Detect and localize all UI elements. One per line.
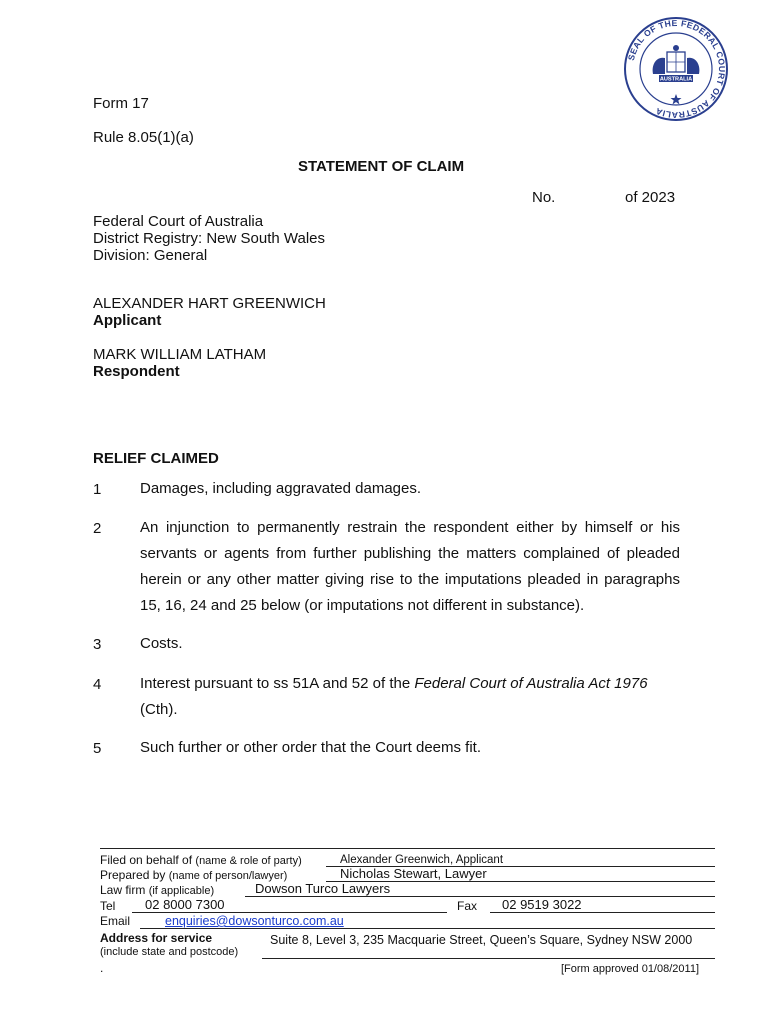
- filed-on-behalf-label: [100, 853, 302, 868]
- tel-label: Tel: [100, 899, 116, 913]
- field-underline: [490, 912, 715, 913]
- footer-dot: .: [100, 961, 104, 975]
- footer-top-rule: [100, 848, 715, 849]
- rule-reference: Rule 8.05(1)(a): [93, 129, 194, 146]
- division: Division: General: [93, 247, 208, 264]
- address-value: Suite 8, Level 3, 235 Macquarie Street, Queen’s Square, Sydney NSW 2000: [270, 933, 693, 947]
- field-underline: [262, 958, 715, 959]
- field-underline: [132, 912, 447, 913]
- field-underline: [245, 896, 715, 897]
- applicant-name: ALEXANDER HART GREENWICH: [93, 295, 326, 312]
- relief-item-number: 1: [93, 481, 102, 498]
- respondent-name: MARK WILLIAM LATHAM: [93, 346, 267, 363]
- case-year: of 2023: [625, 189, 676, 206]
- case-number-label: No.: [532, 189, 556, 206]
- firm-label-text: Law firm: [100, 883, 146, 897]
- email-label: Email: [100, 914, 131, 928]
- relief-item-number: 2: [93, 520, 102, 537]
- relief-item-line: Damages, including aggravated damages.: [140, 480, 422, 497]
- relief-item-line: (Cth).: [140, 701, 178, 718]
- filed-hint: (name & role of party): [195, 855, 302, 867]
- relief-item-text: [140, 476, 680, 502]
- relief-item-number: 3: [93, 636, 102, 653]
- relief-item-text: [140, 631, 680, 657]
- relief-item-text-segment: Interest pursuant to ss 51A and 52 of the: [140, 675, 415, 692]
- address-hint: (include state and postcode): [100, 946, 239, 958]
- prepared-by-value: Nicholas Stewart, Lawyer: [340, 866, 487, 881]
- prepared-label-text: Prepared by: [100, 868, 166, 882]
- tel-value: 02 8000 7300: [145, 897, 225, 912]
- relief-item-line: Costs.: [140, 635, 183, 652]
- filed-label-text: Filed on behalf of: [100, 853, 193, 867]
- court-name: Federal Court of Australia: [93, 213, 264, 230]
- svg-text:SEAL OF THE FEDERAL COURT OF A: SEAL OF THE FEDERAL COURT OF AUSTRALIA: [625, 17, 728, 121]
- relief-item-number: 4: [93, 676, 102, 693]
- district-registry: District Registry: New South Wales: [93, 230, 326, 247]
- act-title: Federal Court of Australia Act 1976: [414, 675, 648, 692]
- fax-value: 02 9519 3022: [502, 897, 582, 912]
- relief-item-line: An injunction to permanently restrain the respondent either by himself or his: [140, 519, 680, 536]
- address-label: Address for service: [100, 931, 213, 945]
- fax-label: Fax: [457, 899, 478, 913]
- filed-on-behalf-value: Alexander Greenwich, Applicant: [340, 854, 504, 866]
- relief-item-text: [140, 671, 680, 723]
- svg-text:AUSTRALIA: AUSTRALIA: [659, 76, 693, 83]
- law-firm-label: [100, 883, 214, 898]
- relief-heading: RELIEF CLAIMED: [93, 450, 219, 467]
- field-underline: [140, 928, 715, 929]
- federal-court-seal: [623, 16, 729, 122]
- prepared-hint: (name of person/lawyer): [168, 870, 288, 882]
- relief-item-text: [140, 735, 680, 761]
- relief-item-number: 5: [93, 740, 102, 757]
- document-title: STATEMENT OF CLAIM: [298, 158, 465, 175]
- email-link[interactable]: enquiries@dowsonturco.com.au: [165, 914, 344, 928]
- relief-item-line: Such further or other order that the Court deems fit.: [140, 739, 482, 756]
- applicant-role: Applicant: [93, 312, 162, 329]
- relief-item-line: servants or agents from further publishing the matters complained of pleaded: [140, 545, 680, 562]
- relief-item-line: [140, 671, 680, 697]
- relief-item-line: 15, 16, 24 and 25 below (or imputations not different in substance).: [140, 597, 585, 614]
- law-firm-value: Dowson Turco Lawyers: [255, 881, 391, 896]
- relief-item-line: herein or any other matter giving rise to the imputations pleaded in paragraphs: [140, 571, 680, 588]
- firm-hint: (if applicable): [148, 885, 215, 897]
- form-number: Form 17: [93, 95, 149, 112]
- respondent-role: Respondent: [93, 363, 180, 380]
- form-approved-note: [Form approved 01/08/2011]: [561, 963, 699, 975]
- relief-item-text: [140, 515, 680, 619]
